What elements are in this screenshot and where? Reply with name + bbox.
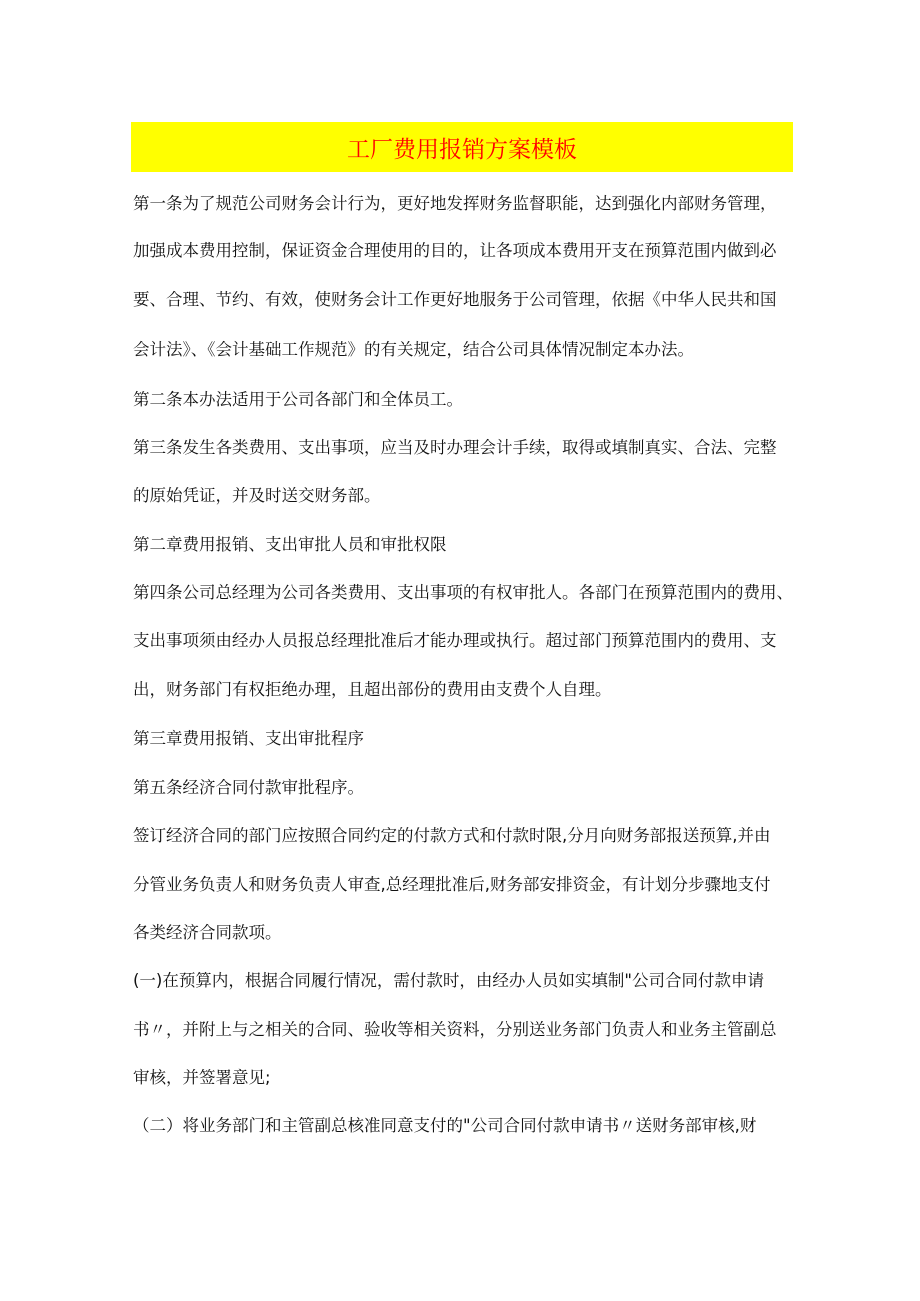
paragraph-line: 加强成本费用控制，保证资金合理使用的目的，让各项成本费用开支在预算范围内做到必 <box>133 241 777 260</box>
chapter-heading: 第二章费用报销、支出审批人员和审批权限 <box>133 535 447 554</box>
paragraph-line: 各类经济合同款项。 <box>133 923 282 942</box>
paragraph-line: 第一条为了规范公司财务会计行为，更好地发挥财务监督职能，达到强化内部财务管理， <box>133 194 777 213</box>
paragraph-line: 会计法》、《会计基础工作规范》的有关规定，结合公司具体情况制定本办法。 <box>133 340 694 359</box>
paragraph-line: 签订经济合同的部门应按照合同约定的付款方式和付款时限,分月向财务部报送预算,并由 <box>133 826 771 845</box>
paragraph-line: 第五条经济合同付款审批程序。 <box>133 778 364 797</box>
paragraph-line: （二）将业务部门和主管副总核准同意支付的"公司合同付款申请书〃送财务部审核,财 <box>133 1116 757 1135</box>
paragraph-line: 的原始凭证，并及时送交财务部。 <box>133 486 381 505</box>
paragraph-line: 第三条发生各类费用、支出事项，应当及时办理会计手续，取得或填制真实、合法、完整 <box>133 438 777 457</box>
paragraph-line: 第二条本办法适用于公司各部门和全体员工。 <box>133 390 463 409</box>
paragraph-line: 分管业务负责人和财务负责人审查,总经理批准后,财务部安排资金，有计划分步骤地支付 <box>133 875 771 894</box>
title-banner <box>131 122 793 172</box>
paragraph-line: 要、合理、节约、有效，使财务会计工作更好地服务于公司管理，依据《中华人民共和国 <box>133 290 777 309</box>
paragraph-line: 书〃，并附上与之相关的合同、验收等相关资料，分别送业务部门负责人和业务主管副总 <box>133 1020 777 1039</box>
paragraph-line: 审核，并签署意见; <box>133 1068 271 1087</box>
paragraph-line: (一)在预算内，根据合同履行情况，需付款时，由经办人员如实填制"公司合同付款申请 <box>133 971 764 990</box>
paragraph-line: 第四条公司总经理为公司各类费用、支出事项的有权审批人。各部门在预算范围内的费用、 <box>133 583 793 602</box>
paragraph-line: 支出事项须由经办人员报总经理批准后才能办理或执行。超过部门预算范围内的费用、支 <box>133 631 777 650</box>
paragraph-line: 出，财务部门有权拒绝办理，且超出部份的费用由支费个人自理。 <box>133 680 612 699</box>
document-title: 工厂费用报销方案模板 <box>347 136 577 163</box>
chapter-heading: 第三章费用报销、支出审批程序 <box>133 729 364 748</box>
